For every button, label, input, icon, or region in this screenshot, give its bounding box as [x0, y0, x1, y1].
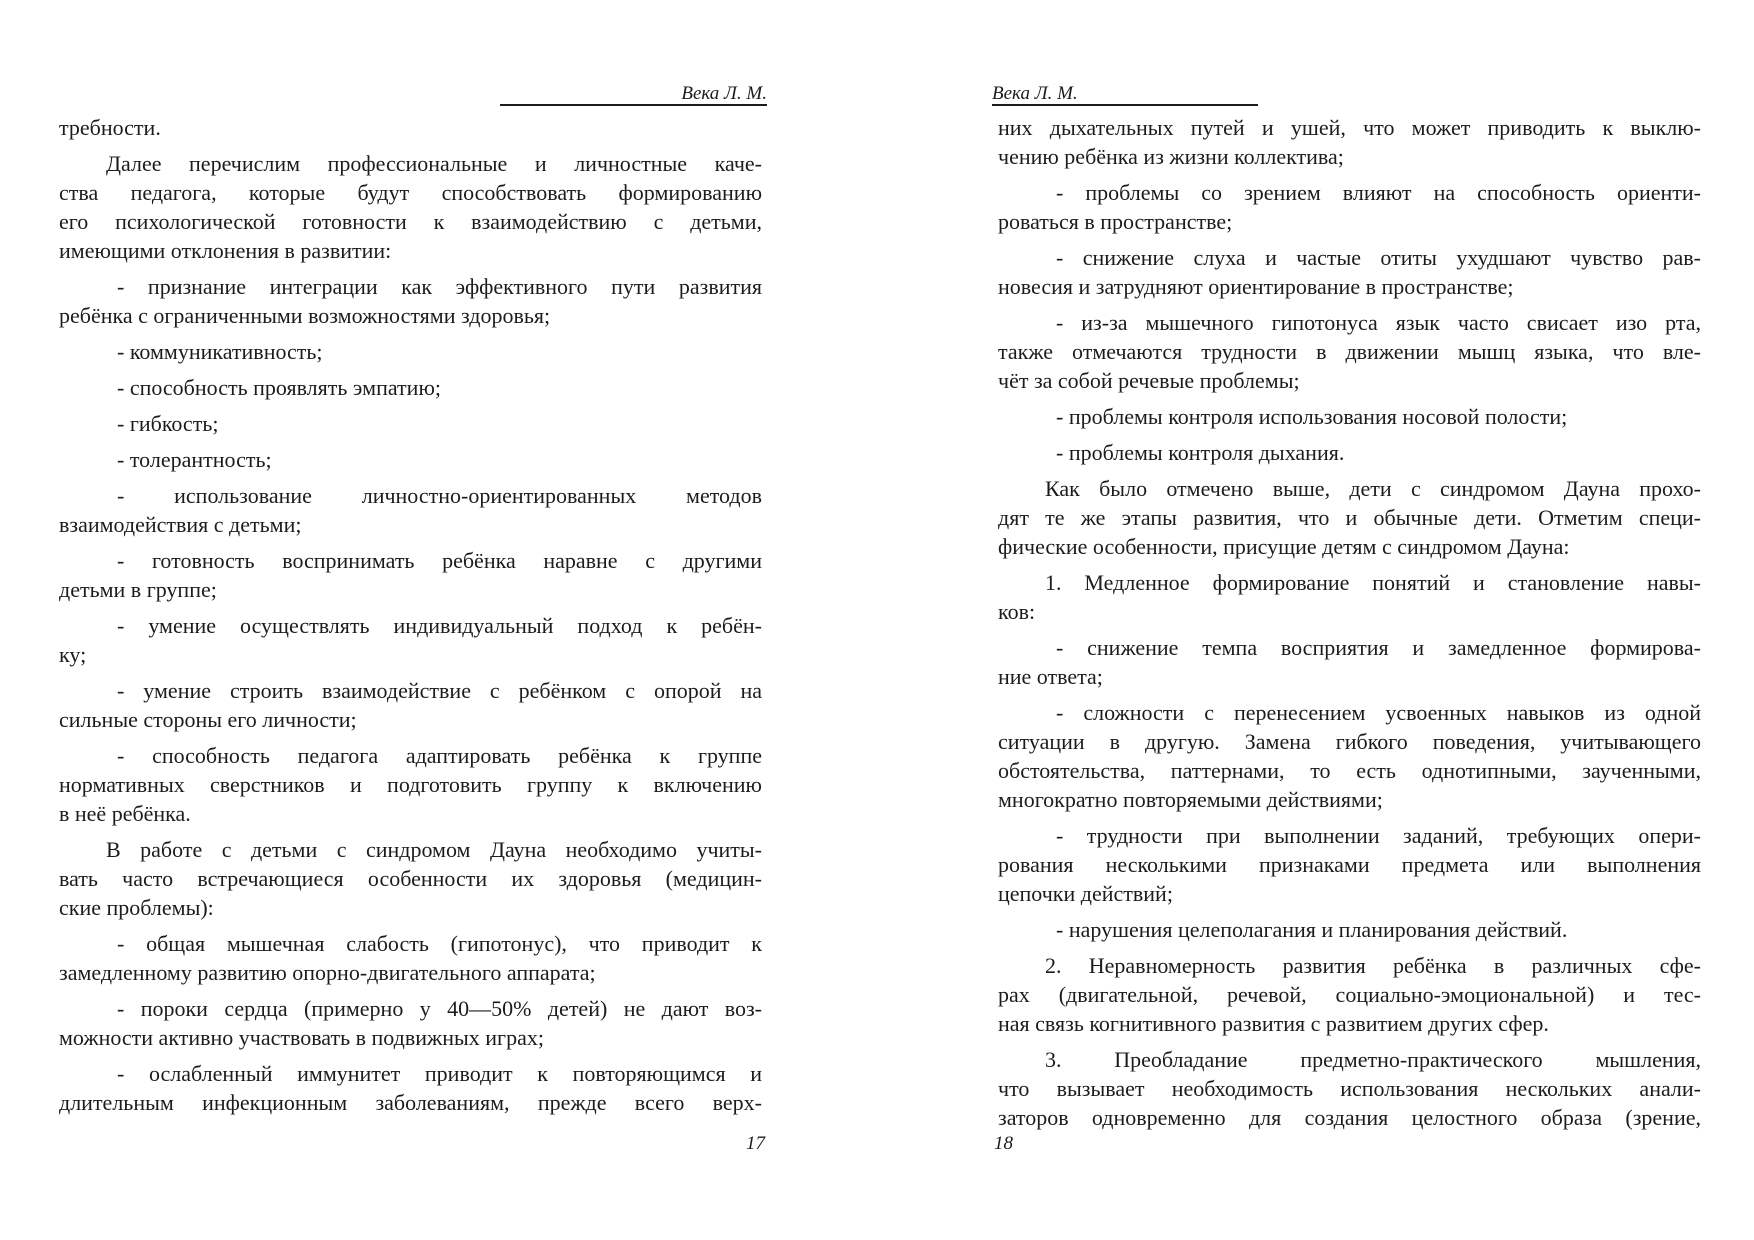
list-item	[59, 611, 762, 669]
text-line: роваться в пространстве;	[998, 209, 1233, 234]
list-item	[59, 676, 762, 734]
text-line: требности.	[59, 115, 161, 140]
text-line: рах (двигательной, речевой, социально-эмоциональной) и тес-	[998, 982, 1701, 1007]
paragraph	[998, 113, 1701, 171]
text-line: них дыхательных путей и ушей, что может приводить к выклю-	[998, 115, 1701, 140]
list-item	[998, 698, 1701, 814]
text-line: - коммуникативность;	[117, 339, 323, 364]
text-line: заторов одновременно для создания целостного образа (зрение,	[998, 1105, 1701, 1130]
text-line: - пороки сердца (примерно у 40—50% детей) не дают воз-	[117, 996, 762, 1021]
text-line: ку;	[59, 642, 87, 667]
running-header: Века Л. М.	[992, 83, 1078, 104]
running-header: Века Л. М.	[681, 83, 767, 104]
text-line: ков:	[998, 599, 1036, 624]
text-line: обстоятельства, паттернами, то есть однотипными, заученными,	[998, 758, 1701, 783]
text-line: чению ребёнка из жизни коллектива;	[998, 144, 1344, 169]
text-line: длительным инфекционным заболеваниям, прежде всего верх-	[59, 1090, 762, 1115]
list-item	[998, 438, 1701, 467]
text-line: - проблемы со зрением влияют на способность ориенти-	[1056, 180, 1701, 205]
text-line: - ослабленный иммунитет приводит к повторяющимся и	[117, 1061, 762, 1086]
list-item	[59, 546, 762, 604]
text-line: - готовность воспринимать ребёнка наравне с другими	[117, 548, 762, 573]
text-line: ребёнка с ограниченными возможностями здоровья;	[59, 303, 551, 328]
text-line: Далее перечислим профессиональные и личностные каче-	[106, 151, 762, 176]
text-line: нормативных сверстников и подготовить группу к включению	[59, 772, 762, 797]
list-item	[59, 337, 762, 366]
text-line: В работе с детьми с синдромом Дауна необходимо учиты-	[106, 837, 762, 862]
text-line: его психологической готовности к взаимодействию с детьми,	[59, 209, 762, 234]
text-line: - из-за мышечного гипотонуса язык часто свисает изо рта,	[1056, 310, 1701, 335]
list-item	[59, 929, 762, 987]
text-line: 3. Преобладание предметно-практического мышления,	[1045, 1047, 1701, 1072]
text-line: новесия и затрудняют ориентирование в пространстве;	[998, 274, 1514, 299]
text-line: также отмечаются трудности в движении мышц языка, что вле-	[998, 339, 1701, 364]
text-line: имеющими отклонения в развитии:	[59, 238, 392, 263]
text-line: дят те же этапы развития, что и обычные дети. Отметим специ-	[998, 505, 1701, 530]
text-line: - толерантность;	[117, 447, 272, 472]
list-item	[998, 633, 1701, 691]
text-line: - способность проявлять эмпатию;	[117, 375, 441, 400]
paragraph	[59, 835, 762, 922]
text-line: чёт за собой речевые проблемы;	[998, 368, 1300, 393]
text-line: можности активно участвовать в подвижных играх;	[59, 1025, 544, 1050]
list-item	[998, 308, 1701, 395]
list-item	[998, 915, 1701, 944]
text-line: взаимодействия с детьми;	[59, 512, 302, 537]
paragraph	[59, 149, 762, 265]
text-line: рования несколькими признаками предмета или выполнения	[998, 852, 1701, 877]
text-line: вать часто встречающиеся особенности их здоровья (медицин-	[59, 866, 762, 891]
list-item	[59, 994, 762, 1052]
text-line: ства педагога, которые будут способствовать формированию	[59, 180, 762, 205]
text-line: замедленному развитию опорно-двигательного аппарата;	[59, 960, 596, 985]
header-rule	[992, 104, 1258, 106]
text-line: сильные стороны его личности;	[59, 707, 357, 732]
text-line: - способность педагога адаптировать ребёнка к группе	[117, 743, 762, 768]
list-item	[59, 1059, 762, 1117]
text-line: в неё ребёнка.	[59, 801, 191, 826]
paragraph	[59, 113, 762, 142]
text-line: ские проблемы):	[59, 895, 214, 920]
page-body	[998, 113, 1701, 1139]
text-line: - снижение слуха и частые отиты ухудшают чувство рав-	[1056, 245, 1701, 270]
paragraph	[998, 1045, 1701, 1132]
list-item	[59, 272, 762, 330]
list-item	[998, 402, 1701, 431]
text-line: - проблемы контроля дыхания.	[1056, 440, 1345, 465]
text-line: - снижение темпа восприятия и замедленное формирова-	[1056, 635, 1701, 660]
list-item	[998, 178, 1701, 236]
text-line: фические особенности, присущие детям с синдромом Дауна:	[998, 534, 1570, 559]
text-line: многократно повторяемыми действиями;	[998, 787, 1383, 812]
list-item	[59, 481, 762, 539]
text-line: ние ответа;	[998, 664, 1103, 689]
page-number: 17	[746, 1133, 765, 1154]
text-line: ная связь когнитивного развития с развитием других сфер.	[998, 1011, 1549, 1036]
list-item	[998, 243, 1701, 301]
text-line: - признание интеграции как эффективного пути развития	[117, 274, 762, 299]
text-line: 1. Медленное формирование понятий и становление навы-	[1045, 570, 1701, 595]
paragraph	[998, 951, 1701, 1038]
text-line: - использование личностно-ориентированных методов	[117, 483, 762, 508]
paragraph	[998, 568, 1701, 626]
text-line: - умение осуществлять индивидуальный подход к ребён-	[117, 613, 762, 638]
text-line: - гибкость;	[117, 411, 219, 436]
right-page	[992, 0, 1701, 1240]
left-page	[59, 0, 767, 1240]
list-item	[998, 821, 1701, 908]
text-line: ситуации в другую. Замена гибкого поведения, учитывающего	[998, 729, 1701, 754]
text-line: - сложности с перенесением усвоенных навыков из одной	[1056, 700, 1701, 725]
header-rule	[500, 104, 767, 106]
page-body	[59, 113, 762, 1124]
list-item	[59, 409, 762, 438]
text-line: - нарушения целеполагания и планирования действий.	[1056, 917, 1568, 942]
text-line: - общая мышечная слабость (гипотонус), что приводит к	[117, 931, 762, 956]
page-number: 18	[994, 1133, 1013, 1154]
text-line: 2. Неравномерность развития ребёнка в различных сфе-	[1045, 953, 1701, 978]
list-item	[59, 445, 762, 474]
text-line: детьми в группе;	[59, 577, 217, 602]
text-line: - проблемы контроля использования носовой полости;	[1056, 404, 1568, 429]
text-line: что вызывает необходимость использования нескольких анали-	[998, 1076, 1701, 1101]
list-item	[59, 741, 762, 828]
paragraph	[998, 474, 1701, 561]
text-line: цепочки действий;	[998, 881, 1173, 906]
list-item	[59, 373, 762, 402]
text-line: Как было отмечено выше, дети с синдромом Дауна прохо-	[1045, 476, 1701, 501]
text-line: - умение строить взаимодействие с ребёнком с опорой на	[117, 678, 762, 703]
text-line: - трудности при выполнении заданий, требующих опери-	[1056, 823, 1701, 848]
